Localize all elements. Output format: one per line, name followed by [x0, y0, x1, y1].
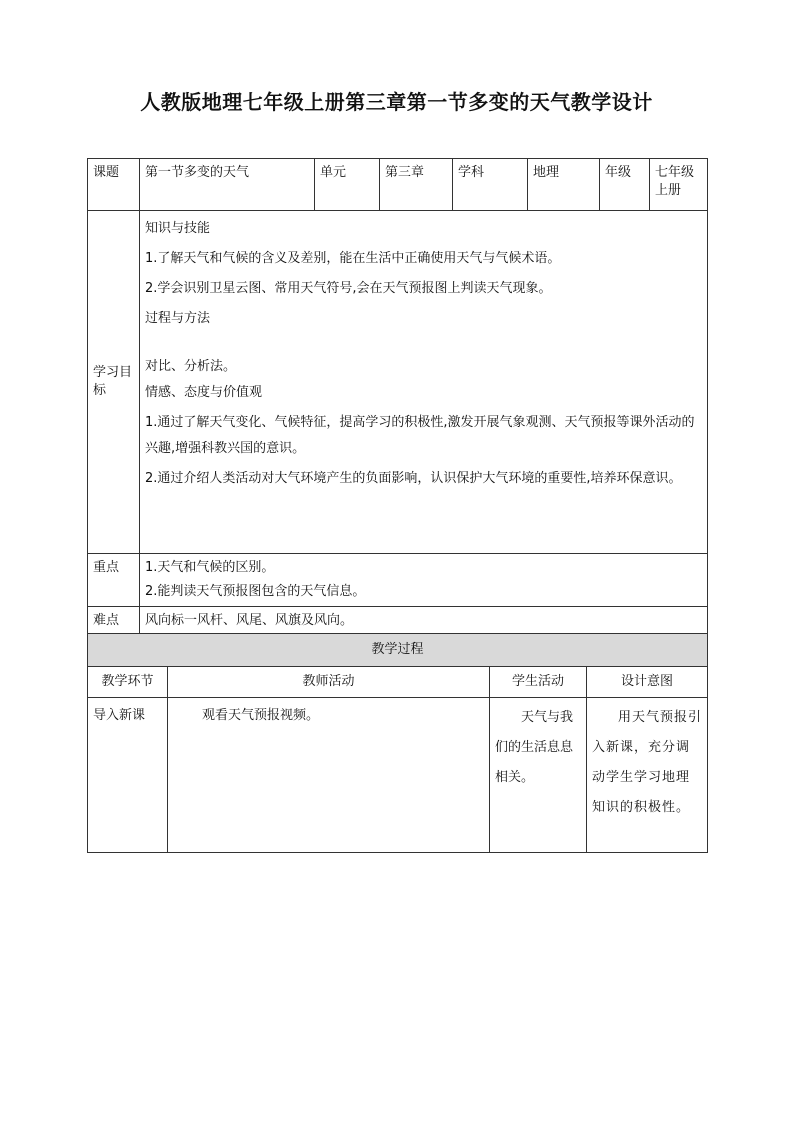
- info-row: [88, 159, 708, 211]
- subject-value: 地理: [528, 159, 600, 211]
- key-content: [140, 554, 708, 607]
- process-item: 对比、分析法。: [145, 359, 237, 374]
- goals-label: 学习目标: [88, 211, 140, 554]
- knowledge-heading: 知识与技能: [145, 221, 211, 236]
- process-header-row: [88, 634, 708, 667]
- subject-label: 学科: [453, 159, 528, 211]
- topic-label: 课题: [88, 159, 140, 211]
- unit-label: 单元: [315, 159, 380, 211]
- intent-cell: 用天气预报引入新课，充分调动学生学习地理知识的积极性。: [587, 698, 708, 853]
- lesson-info-table: [87, 158, 708, 636]
- knowledge-item-2: 2.学会识别卫星云图、常用天气符号,会在天气预报图上判读天气现象。: [145, 281, 552, 296]
- emotion-item-2: 2.通过介绍人类活动对大气环境产生的负面影响，认识保护大气环境的重要性,培养环保意识。: [145, 471, 682, 486]
- key-label: 重点: [88, 554, 140, 607]
- table-row: [88, 698, 708, 853]
- grade-label: 年级: [600, 159, 650, 211]
- difficult-label: 难点: [88, 607, 140, 636]
- key-item-1: 1.天气和气候的区别。: [145, 560, 275, 575]
- unit-value: 第三章: [380, 159, 453, 211]
- teaching-process-table: [87, 633, 708, 853]
- column-teacher: 教师活动: [168, 667, 490, 698]
- student-cell: 天气与我们的生活息息相关。: [490, 698, 587, 853]
- document-title: 人教版地理七年级上册第三章第一节多变的天气教学设计: [140, 90, 653, 114]
- key-item-2: 2.能判读天气预报图包含的天气信息。: [145, 584, 366, 599]
- topic-value: 第一节多变的天气: [140, 159, 315, 211]
- grade-value: 七年级上册: [650, 159, 708, 211]
- column-stage: 教学环节: [88, 667, 168, 698]
- emotion-item-1: 1.通过了解天气变化、气候特征，提高学习的积极性,激发开展气象观测、天气预报等课外活动的兴趣,增强科教兴国的意识。: [145, 415, 695, 456]
- stage-cell: 导入新课: [88, 698, 168, 853]
- emotion-heading: 情感、态度与价值观: [145, 385, 263, 400]
- column-intent: 设计意图: [587, 667, 708, 698]
- knowledge-item-1: 1.了解天气和气候的含义及差别，能在生活中正确使用天气与气候术语。: [145, 251, 561, 266]
- column-header-row: [88, 667, 708, 698]
- difficult-row: [88, 607, 708, 636]
- process-heading: 过程与方法: [145, 311, 211, 326]
- goals-content: [140, 211, 708, 554]
- difficult-content: 风向标一风杆、风尾、风旗及风向。: [140, 607, 708, 636]
- teacher-cell: 观看天气预报视频。: [168, 698, 490, 853]
- key-row: [88, 554, 708, 607]
- goals-row: [88, 211, 708, 554]
- column-student: 学生活动: [490, 667, 587, 698]
- process-header: 教学过程: [88, 634, 708, 667]
